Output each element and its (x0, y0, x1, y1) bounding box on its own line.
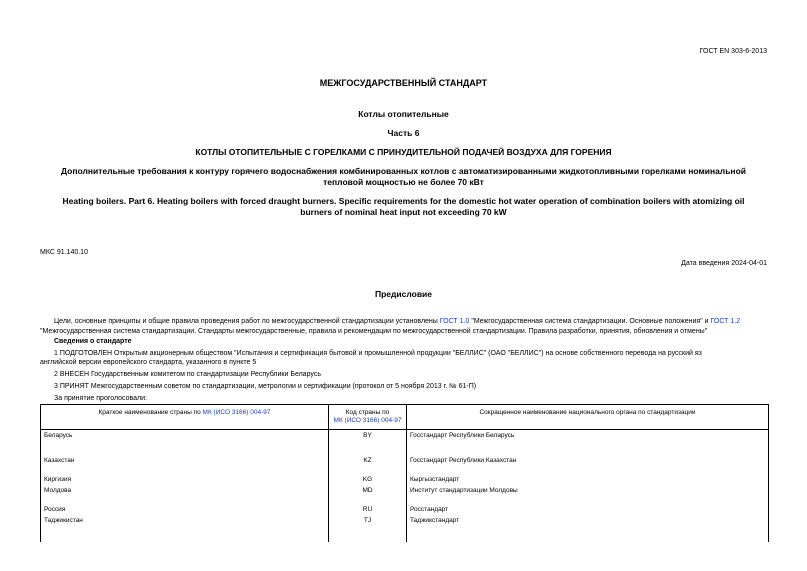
table-filler-row (41, 526, 769, 542)
row-body: Кыргызстандарт (407, 466, 769, 485)
subtitle-ru-line2: тепловой мощностью не более 70 кВт (323, 177, 484, 187)
table-row (41, 515, 769, 526)
countries-table (40, 404, 769, 542)
gost-1-0-link[interactable]: ГОСТ 1.0 (439, 318, 470, 325)
row-country: Россия (41, 496, 329, 515)
mk-iso-link[interactable]: МК (ИСО 3166) 004-97 (333, 417, 402, 424)
row-country: Молдова (41, 485, 329, 496)
row-code: KZ (329, 441, 407, 466)
info-title: Сведения о стандарте (54, 338, 132, 345)
row-body: Институт стандартизации Молдовы (407, 485, 769, 496)
row-body: Госстандарт Республики Беларусь (407, 430, 769, 442)
intro-date: Дата введения 2024-04-01 (681, 260, 767, 267)
gost-1-2-link[interactable]: ГОСТ 1.2 (710, 318, 741, 325)
item3: 3 ПРИНЯТ Межгосударственным советом по стандартизации, метрологии и сертификации (протокол от 5 ноября 2013 г. № 61-П) (54, 383, 477, 390)
table-row (41, 485, 769, 496)
row-body: Таджикстандарт (407, 515, 769, 526)
title-en-line2: burners of nominal heat input not exceeding 70 kW (300, 207, 507, 217)
subtitle-ru-line1: Дополнительные требования к контуру горячего водоснабжения комбинированных котлов с автоматизированными жидкотопливными горелками номинальной (61, 166, 746, 176)
filler-cell (329, 526, 407, 542)
filler-cell (407, 526, 769, 542)
header-country (41, 405, 329, 430)
row-body: Госстандарт Республики Казахстан (407, 441, 769, 466)
document-code: ГОСТ EN 303-6-2013 (699, 48, 767, 55)
mks-code: МКС 91.140.10 (40, 249, 88, 256)
row-code: TJ (329, 515, 407, 526)
title-main: Котлы отопительные (358, 109, 449, 119)
header-body: Сокращенное наименование национального органа по стандартизации (407, 405, 769, 430)
table-row (41, 496, 769, 515)
part-label: Часть 6 (387, 128, 420, 138)
table-row (41, 441, 769, 466)
foreword-para1-line1 (40, 317, 780, 326)
item1-line2: английской версии европейского стандарта, указанного в пункте 5 (40, 359, 257, 366)
title-en-line1: Heating boilers. Part 6. Heating boilers with forced draught burners. Specific requirements for the domestic hot water operation of combination boilers with atomizing oil (62, 196, 745, 206)
mk-iso-link[interactable]: МК (ИСО 3166) 004-97 (202, 409, 271, 416)
table-row (41, 466, 769, 485)
filler-cell (41, 526, 329, 542)
foreword-text: Цели, основные принципы и общие правила проведения работ по межгосударственной стандартизации установлены (54, 318, 440, 325)
standard-type: МЕЖГОСУДАРСТВЕННЫЙ СТАНДАРТ (319, 78, 488, 88)
row-code: RU (329, 496, 407, 515)
item2: 2 ВНЕСЕН Государственным комитетом по стандартизации Республики Беларусь (54, 371, 321, 378)
foreword-para1-line2: "Межгосударственная система стандартизации. Стандарты межгосударственные, правила и рекомендации по межгосударственной стандартизации. Правила разработки, принятия, обновления и отмены" (40, 328, 708, 335)
title-part-ru: КОТЛЫ ОТОПИТЕЛЬНЫЕ С ГОРЕЛКАМИ С ПРИНУДИТЕЛЬНОЙ ПОДАЧЕЙ ВОЗДУХА ДЛЯ ГОРЕНИЯ (195, 147, 612, 157)
row-country: Киргизия (41, 466, 329, 485)
row-code: KG (329, 466, 407, 485)
row-body: Росстандарт (407, 496, 769, 515)
header-code (329, 405, 407, 430)
foreword-body (40, 317, 780, 403)
item1-line1: 1 ПОДГОТОВЛЕН Открытым акционерным обществом "Испытания и сертификация бытовой и промышленной продукции "БЕЛЛИС" (ОАО "БЕЛЛИС") на основе собственного перевода на русский яз (54, 350, 702, 357)
voted-label: За принятие проголосовали: (54, 395, 147, 402)
row-code: BY (329, 430, 407, 442)
row-country: Таджикистан (41, 515, 329, 526)
header-code-text: Код страны по (345, 409, 390, 416)
table-header-row (41, 405, 769, 430)
row-code: MD (329, 485, 407, 496)
header-country-text: Краткое наименование страны по (98, 409, 203, 416)
row-country: Беларусь (41, 430, 329, 442)
foreword-title: Предисловие (374, 289, 433, 299)
subtitle-ru (0, 166, 807, 188)
foreword-text: "Межгосударственная система стандартизации. Основные положения" и (469, 318, 711, 325)
row-country: Казахстан (41, 441, 329, 466)
title-en (0, 196, 807, 218)
table-row (41, 430, 769, 442)
